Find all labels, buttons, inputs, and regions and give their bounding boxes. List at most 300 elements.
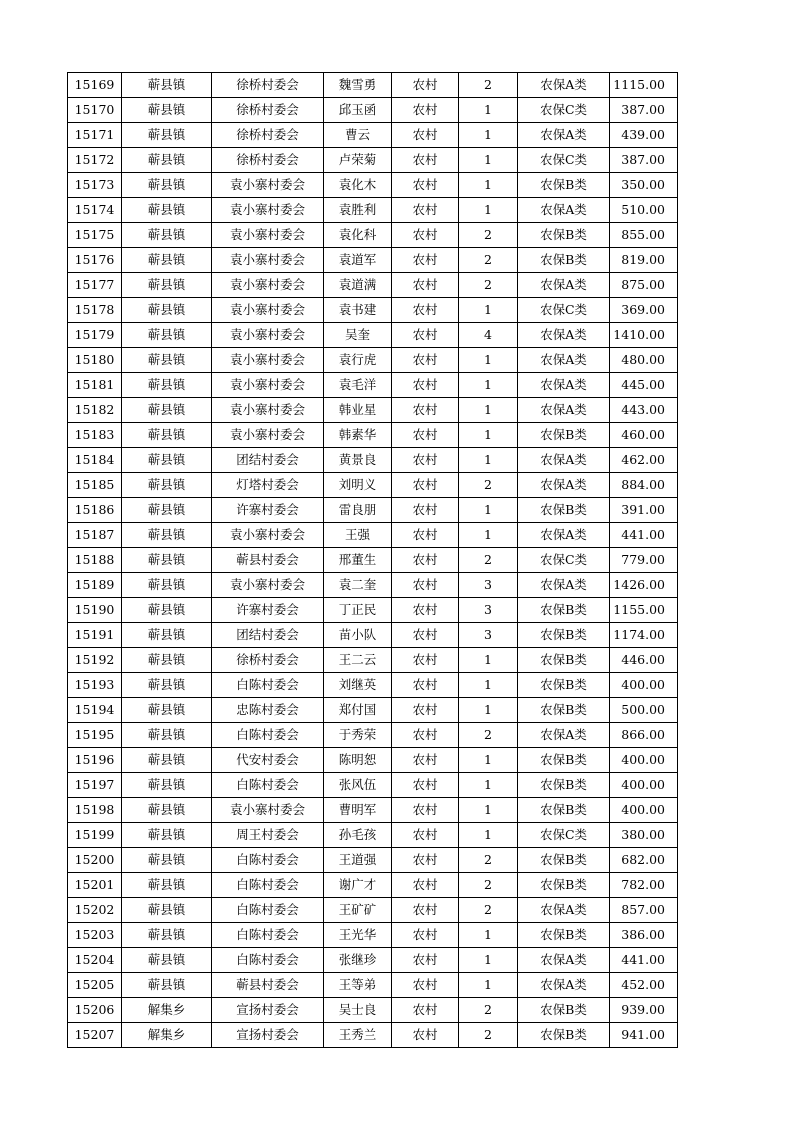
- area-type-cell: 农村: [392, 298, 459, 323]
- village-cell: 袁小寨村委会: [212, 198, 324, 223]
- table-row: [68, 623, 678, 648]
- person-name-cell: 刘明义: [324, 473, 392, 498]
- village-cell: 白陈村委会: [212, 923, 324, 948]
- insurance-category-cell: 农保B类: [518, 848, 610, 873]
- table-row: [68, 523, 678, 548]
- person-name-cell: 黄景良: [324, 448, 392, 473]
- household-count-cell: 1: [459, 673, 518, 698]
- household-count-cell: 3: [459, 598, 518, 623]
- insurance-category-cell: 农保B类: [518, 223, 610, 248]
- person-name-cell: 卢荣菊: [324, 148, 392, 173]
- table-row: [68, 298, 678, 323]
- village-cell: 袁小寨村委会: [212, 348, 324, 373]
- area-type-cell: 农村: [392, 223, 459, 248]
- record-id-cell: 15200: [68, 848, 122, 873]
- household-count-cell: 1: [459, 773, 518, 798]
- amount-cell: 782.00: [610, 873, 678, 898]
- household-count-cell: 2: [459, 273, 518, 298]
- area-type-cell: 农村: [392, 648, 459, 673]
- household-count-cell: 1: [459, 198, 518, 223]
- town-cell: 蕲县镇: [122, 873, 212, 898]
- village-cell: 袁小寨村委会: [212, 398, 324, 423]
- table-row: [68, 173, 678, 198]
- person-name-cell: 袁化木: [324, 173, 392, 198]
- table-row: [68, 1023, 678, 1048]
- area-type-cell: 农村: [392, 173, 459, 198]
- insurance-category-cell: 农保A类: [518, 323, 610, 348]
- village-cell: 白陈村委会: [212, 673, 324, 698]
- area-type-cell: 农村: [392, 348, 459, 373]
- insurance-category-cell: 农保B类: [518, 673, 610, 698]
- town-cell: 蕲县镇: [122, 148, 212, 173]
- insurance-category-cell: 农保C类: [518, 298, 610, 323]
- town-cell: 蕲县镇: [122, 173, 212, 198]
- record-id-cell: 15204: [68, 948, 122, 973]
- household-count-cell: 1: [459, 648, 518, 673]
- area-type-cell: 农村: [392, 773, 459, 798]
- insurance-category-cell: 农保B类: [518, 873, 610, 898]
- village-cell: 袁小寨村委会: [212, 573, 324, 598]
- amount-cell: 452.00: [610, 973, 678, 998]
- household-count-cell: 3: [459, 573, 518, 598]
- village-cell: 袁小寨村委会: [212, 223, 324, 248]
- insurance-category-cell: 农保A类: [518, 948, 610, 973]
- village-cell: 灯塔村委会: [212, 473, 324, 498]
- person-name-cell: 孙毛孩: [324, 823, 392, 848]
- insurance-category-cell: 农保C类: [518, 98, 610, 123]
- table-row: [68, 923, 678, 948]
- village-cell: 蕲县村委会: [212, 548, 324, 573]
- insurance-category-cell: 农保B类: [518, 1023, 610, 1048]
- area-type-cell: 农村: [392, 273, 459, 298]
- insurance-category-cell: 农保B类: [518, 598, 610, 623]
- village-cell: 白陈村委会: [212, 773, 324, 798]
- area-type-cell: 农村: [392, 423, 459, 448]
- area-type-cell: 农村: [392, 248, 459, 273]
- area-type-cell: 农村: [392, 573, 459, 598]
- village-cell: 许寨村委会: [212, 598, 324, 623]
- amount-cell: 866.00: [610, 723, 678, 748]
- village-cell: 宣扬村委会: [212, 1023, 324, 1048]
- village-cell: 袁小寨村委会: [212, 423, 324, 448]
- household-count-cell: 1: [459, 448, 518, 473]
- town-cell: 蕲县镇: [122, 623, 212, 648]
- person-name-cell: 袁道满: [324, 273, 392, 298]
- area-type-cell: 农村: [392, 848, 459, 873]
- town-cell: 蕲县镇: [122, 248, 212, 273]
- table-row: [68, 123, 678, 148]
- person-name-cell: 王等弟: [324, 973, 392, 998]
- household-count-cell: 2: [459, 998, 518, 1023]
- area-type-cell: 农村: [392, 923, 459, 948]
- person-name-cell: 王矿矿: [324, 898, 392, 923]
- insurance-category-cell: 农保B类: [518, 773, 610, 798]
- record-id-cell: 15176: [68, 248, 122, 273]
- table-row: [68, 548, 678, 573]
- person-name-cell: 王光华: [324, 923, 392, 948]
- town-cell: 蕲县镇: [122, 823, 212, 848]
- amount-cell: 443.00: [610, 398, 678, 423]
- table-row: [68, 848, 678, 873]
- household-count-cell: 2: [459, 848, 518, 873]
- insurance-category-cell: 农保C类: [518, 148, 610, 173]
- household-count-cell: 1: [459, 498, 518, 523]
- village-cell: 徐桥村委会: [212, 123, 324, 148]
- household-count-cell: 3: [459, 623, 518, 648]
- person-name-cell: 刘继英: [324, 673, 392, 698]
- village-cell: 袁小寨村委会: [212, 298, 324, 323]
- area-type-cell: 农村: [392, 998, 459, 1023]
- household-count-cell: 1: [459, 798, 518, 823]
- village-cell: 白陈村委会: [212, 848, 324, 873]
- record-id-cell: 15182: [68, 398, 122, 423]
- town-cell: 蕲县镇: [122, 273, 212, 298]
- insurance-category-cell: 农保B类: [518, 648, 610, 673]
- amount-cell: 480.00: [610, 348, 678, 373]
- insurance-category-cell: 农保A类: [518, 123, 610, 148]
- household-count-cell: 2: [459, 223, 518, 248]
- village-cell: 白陈村委会: [212, 948, 324, 973]
- insurance-category-cell: 农保B类: [518, 748, 610, 773]
- record-id-cell: 15172: [68, 148, 122, 173]
- town-cell: 蕲县镇: [122, 948, 212, 973]
- record-id-cell: 15197: [68, 773, 122, 798]
- area-type-cell: 农村: [392, 1023, 459, 1048]
- town-cell: 蕲县镇: [122, 798, 212, 823]
- insurance-category-cell: 农保B类: [518, 798, 610, 823]
- town-cell: 蕲县镇: [122, 498, 212, 523]
- record-id-cell: 15180: [68, 348, 122, 373]
- record-id-cell: 15192: [68, 648, 122, 673]
- town-cell: 蕲县镇: [122, 848, 212, 873]
- town-cell: 蕲县镇: [122, 123, 212, 148]
- person-name-cell: 王强: [324, 523, 392, 548]
- table-row: [68, 198, 678, 223]
- record-id-cell: 15186: [68, 498, 122, 523]
- table-row: [68, 73, 678, 98]
- household-count-cell: 1: [459, 973, 518, 998]
- insurance-category-cell: 农保A类: [518, 573, 610, 598]
- person-name-cell: 邱玉函: [324, 98, 392, 123]
- table-row: [68, 98, 678, 123]
- insurance-category-cell: 农保A类: [518, 973, 610, 998]
- record-id-cell: 15198: [68, 798, 122, 823]
- household-count-cell: 2: [459, 73, 518, 98]
- person-name-cell: 曹云: [324, 123, 392, 148]
- amount-cell: 682.00: [610, 848, 678, 873]
- person-name-cell: 袁二奎: [324, 573, 392, 598]
- record-id-cell: 15179: [68, 323, 122, 348]
- record-id-cell: 15187: [68, 523, 122, 548]
- town-cell: 解集乡: [122, 1023, 212, 1048]
- amount-cell: 1155.00: [610, 598, 678, 623]
- household-count-cell: 1: [459, 98, 518, 123]
- area-type-cell: 农村: [392, 523, 459, 548]
- amount-cell: 441.00: [610, 948, 678, 973]
- town-cell: 蕲县镇: [122, 198, 212, 223]
- record-id-cell: 15175: [68, 223, 122, 248]
- insurance-category-cell: 农保A类: [518, 898, 610, 923]
- household-count-cell: 1: [459, 948, 518, 973]
- household-count-cell: 1: [459, 348, 518, 373]
- town-cell: 蕲县镇: [122, 648, 212, 673]
- area-type-cell: 农村: [392, 98, 459, 123]
- record-id-cell: 15185: [68, 473, 122, 498]
- insurance-category-cell: 农保A类: [518, 348, 610, 373]
- town-cell: 蕲县镇: [122, 473, 212, 498]
- person-name-cell: 张继珍: [324, 948, 392, 973]
- person-name-cell: 曹明军: [324, 798, 392, 823]
- household-count-cell: 1: [459, 698, 518, 723]
- person-name-cell: 王道强: [324, 848, 392, 873]
- insurance-category-cell: 农保A类: [518, 448, 610, 473]
- insurance-category-cell: 农保B类: [518, 698, 610, 723]
- village-cell: 袁小寨村委会: [212, 323, 324, 348]
- amount-cell: 855.00: [610, 223, 678, 248]
- village-cell: 许寨村委会: [212, 498, 324, 523]
- amount-cell: 939.00: [610, 998, 678, 1023]
- town-cell: 蕲县镇: [122, 73, 212, 98]
- table-row: [68, 798, 678, 823]
- amount-cell: 446.00: [610, 648, 678, 673]
- town-cell: 解集乡: [122, 998, 212, 1023]
- village-cell: 白陈村委会: [212, 898, 324, 923]
- village-cell: 袁小寨村委会: [212, 798, 324, 823]
- household-count-cell: 1: [459, 748, 518, 773]
- insurance-category-cell: 农保A类: [518, 198, 610, 223]
- village-cell: 白陈村委会: [212, 723, 324, 748]
- person-name-cell: 邢董生: [324, 548, 392, 573]
- village-cell: 蕲县村委会: [212, 973, 324, 998]
- record-id-cell: 15196: [68, 748, 122, 773]
- person-name-cell: 于秀荣: [324, 723, 392, 748]
- household-count-cell: 2: [459, 898, 518, 923]
- record-id-cell: 15203: [68, 923, 122, 948]
- table-row: [68, 748, 678, 773]
- town-cell: 蕲县镇: [122, 598, 212, 623]
- table-row: [68, 598, 678, 623]
- household-count-cell: 1: [459, 923, 518, 948]
- village-cell: 袁小寨村委会: [212, 248, 324, 273]
- person-name-cell: 陈明恕: [324, 748, 392, 773]
- area-type-cell: 农村: [392, 448, 459, 473]
- insurance-category-cell: 农保B类: [518, 423, 610, 448]
- village-cell: 宣扬村委会: [212, 998, 324, 1023]
- area-type-cell: 农村: [392, 673, 459, 698]
- amount-cell: 445.00: [610, 373, 678, 398]
- amount-cell: 462.00: [610, 448, 678, 473]
- household-count-cell: 2: [459, 873, 518, 898]
- household-count-cell: 1: [459, 423, 518, 448]
- record-id-cell: 15183: [68, 423, 122, 448]
- household-count-cell: 1: [459, 173, 518, 198]
- person-name-cell: 袁胜利: [324, 198, 392, 223]
- person-name-cell: 魏雪勇: [324, 73, 392, 98]
- record-id-cell: 15177: [68, 273, 122, 298]
- area-type-cell: 农村: [392, 873, 459, 898]
- amount-cell: 439.00: [610, 123, 678, 148]
- person-name-cell: 吴奎: [324, 323, 392, 348]
- record-id-cell: 15184: [68, 448, 122, 473]
- record-id-cell: 15195: [68, 723, 122, 748]
- table-row: [68, 723, 678, 748]
- household-count-cell: 2: [459, 548, 518, 573]
- area-type-cell: 农村: [392, 498, 459, 523]
- person-name-cell: 雷良朋: [324, 498, 392, 523]
- person-name-cell: 吴士良: [324, 998, 392, 1023]
- household-count-cell: 1: [459, 523, 518, 548]
- table-row: [68, 698, 678, 723]
- amount-cell: 500.00: [610, 698, 678, 723]
- table-row: [68, 998, 678, 1023]
- record-id-cell: 15207: [68, 1023, 122, 1048]
- table-row: [68, 973, 678, 998]
- records-table: [67, 72, 678, 1048]
- table-row: [68, 823, 678, 848]
- person-name-cell: 苗小队: [324, 623, 392, 648]
- record-id-cell: 15181: [68, 373, 122, 398]
- household-count-cell: 4: [459, 323, 518, 348]
- area-type-cell: 农村: [392, 748, 459, 773]
- record-id-cell: 15206: [68, 998, 122, 1023]
- town-cell: 蕲县镇: [122, 348, 212, 373]
- amount-cell: 875.00: [610, 273, 678, 298]
- village-cell: 袁小寨村委会: [212, 273, 324, 298]
- record-id-cell: 15190: [68, 598, 122, 623]
- town-cell: 蕲县镇: [122, 323, 212, 348]
- person-name-cell: 郑付国: [324, 698, 392, 723]
- table-row: [68, 423, 678, 448]
- town-cell: 蕲县镇: [122, 698, 212, 723]
- town-cell: 蕲县镇: [122, 448, 212, 473]
- insurance-category-cell: 农保B类: [518, 248, 610, 273]
- insurance-category-cell: 农保A类: [518, 398, 610, 423]
- amount-cell: 387.00: [610, 148, 678, 173]
- insurance-category-cell: 农保A类: [518, 273, 610, 298]
- record-id-cell: 15193: [68, 673, 122, 698]
- insurance-category-cell: 农保B类: [518, 923, 610, 948]
- town-cell: 蕲县镇: [122, 523, 212, 548]
- town-cell: 蕲县镇: [122, 98, 212, 123]
- table-row: [68, 223, 678, 248]
- record-id-cell: 15170: [68, 98, 122, 123]
- person-name-cell: 袁道军: [324, 248, 392, 273]
- record-id-cell: 15173: [68, 173, 122, 198]
- area-type-cell: 农村: [392, 698, 459, 723]
- town-cell: 蕲县镇: [122, 298, 212, 323]
- table-row: [68, 773, 678, 798]
- area-type-cell: 农村: [392, 898, 459, 923]
- village-cell: 袁小寨村委会: [212, 523, 324, 548]
- village-cell: 团结村委会: [212, 623, 324, 648]
- area-type-cell: 农村: [392, 823, 459, 848]
- table-row: [68, 673, 678, 698]
- area-type-cell: 农村: [392, 398, 459, 423]
- household-count-cell: 2: [459, 248, 518, 273]
- village-cell: 袁小寨村委会: [212, 173, 324, 198]
- insurance-category-cell: 农保B类: [518, 498, 610, 523]
- area-type-cell: 农村: [392, 548, 459, 573]
- area-type-cell: 农村: [392, 623, 459, 648]
- area-type-cell: 农村: [392, 723, 459, 748]
- record-id-cell: 15201: [68, 873, 122, 898]
- insurance-category-cell: 农保A类: [518, 473, 610, 498]
- record-id-cell: 15174: [68, 198, 122, 223]
- amount-cell: 819.00: [610, 248, 678, 273]
- town-cell: 蕲县镇: [122, 748, 212, 773]
- record-id-cell: 15189: [68, 573, 122, 598]
- village-cell: 白陈村委会: [212, 873, 324, 898]
- household-count-cell: 2: [459, 473, 518, 498]
- record-id-cell: 15178: [68, 298, 122, 323]
- town-cell: 蕲县镇: [122, 548, 212, 573]
- amount-cell: 350.00: [610, 173, 678, 198]
- person-name-cell: 王二云: [324, 648, 392, 673]
- area-type-cell: 农村: [392, 123, 459, 148]
- village-cell: 徐桥村委会: [212, 73, 324, 98]
- town-cell: 蕲县镇: [122, 973, 212, 998]
- table-row: [68, 573, 678, 598]
- village-cell: 代安村委会: [212, 748, 324, 773]
- amount-cell: 1426.00: [610, 573, 678, 598]
- record-id-cell: 15199: [68, 823, 122, 848]
- table-row: [68, 873, 678, 898]
- household-count-cell: 1: [459, 373, 518, 398]
- record-id-cell: 15188: [68, 548, 122, 573]
- person-name-cell: 袁化科: [324, 223, 392, 248]
- amount-cell: 380.00: [610, 823, 678, 848]
- amount-cell: 400.00: [610, 748, 678, 773]
- amount-cell: 387.00: [610, 98, 678, 123]
- person-name-cell: 袁行虎: [324, 348, 392, 373]
- table-row: [68, 248, 678, 273]
- area-type-cell: 农村: [392, 598, 459, 623]
- village-cell: 徐桥村委会: [212, 98, 324, 123]
- table-row: [68, 148, 678, 173]
- insurance-category-cell: 农保B类: [518, 623, 610, 648]
- town-cell: 蕲县镇: [122, 398, 212, 423]
- table-row: [68, 473, 678, 498]
- town-cell: 蕲县镇: [122, 373, 212, 398]
- household-count-cell: 1: [459, 148, 518, 173]
- area-type-cell: 农村: [392, 198, 459, 223]
- town-cell: 蕲县镇: [122, 898, 212, 923]
- village-cell: 周王村委会: [212, 823, 324, 848]
- insurance-category-cell: 农保B类: [518, 173, 610, 198]
- town-cell: 蕲县镇: [122, 573, 212, 598]
- area-type-cell: 农村: [392, 798, 459, 823]
- insurance-category-cell: 农保C类: [518, 823, 610, 848]
- town-cell: 蕲县镇: [122, 773, 212, 798]
- person-name-cell: 谢广才: [324, 873, 392, 898]
- amount-cell: 1115.00: [610, 73, 678, 98]
- record-id-cell: 15194: [68, 698, 122, 723]
- amount-cell: 391.00: [610, 498, 678, 523]
- amount-cell: 400.00: [610, 673, 678, 698]
- household-count-cell: 1: [459, 398, 518, 423]
- table-row: [68, 348, 678, 373]
- record-id-cell: 15202: [68, 898, 122, 923]
- household-count-cell: 1: [459, 298, 518, 323]
- records-body: [68, 73, 678, 1048]
- village-cell: 袁小寨村委会: [212, 373, 324, 398]
- insurance-category-cell: 农保A类: [518, 73, 610, 98]
- insurance-category-cell: 农保B类: [518, 998, 610, 1023]
- area-type-cell: 农村: [392, 973, 459, 998]
- town-cell: 蕲县镇: [122, 673, 212, 698]
- town-cell: 蕲县镇: [122, 923, 212, 948]
- area-type-cell: 农村: [392, 473, 459, 498]
